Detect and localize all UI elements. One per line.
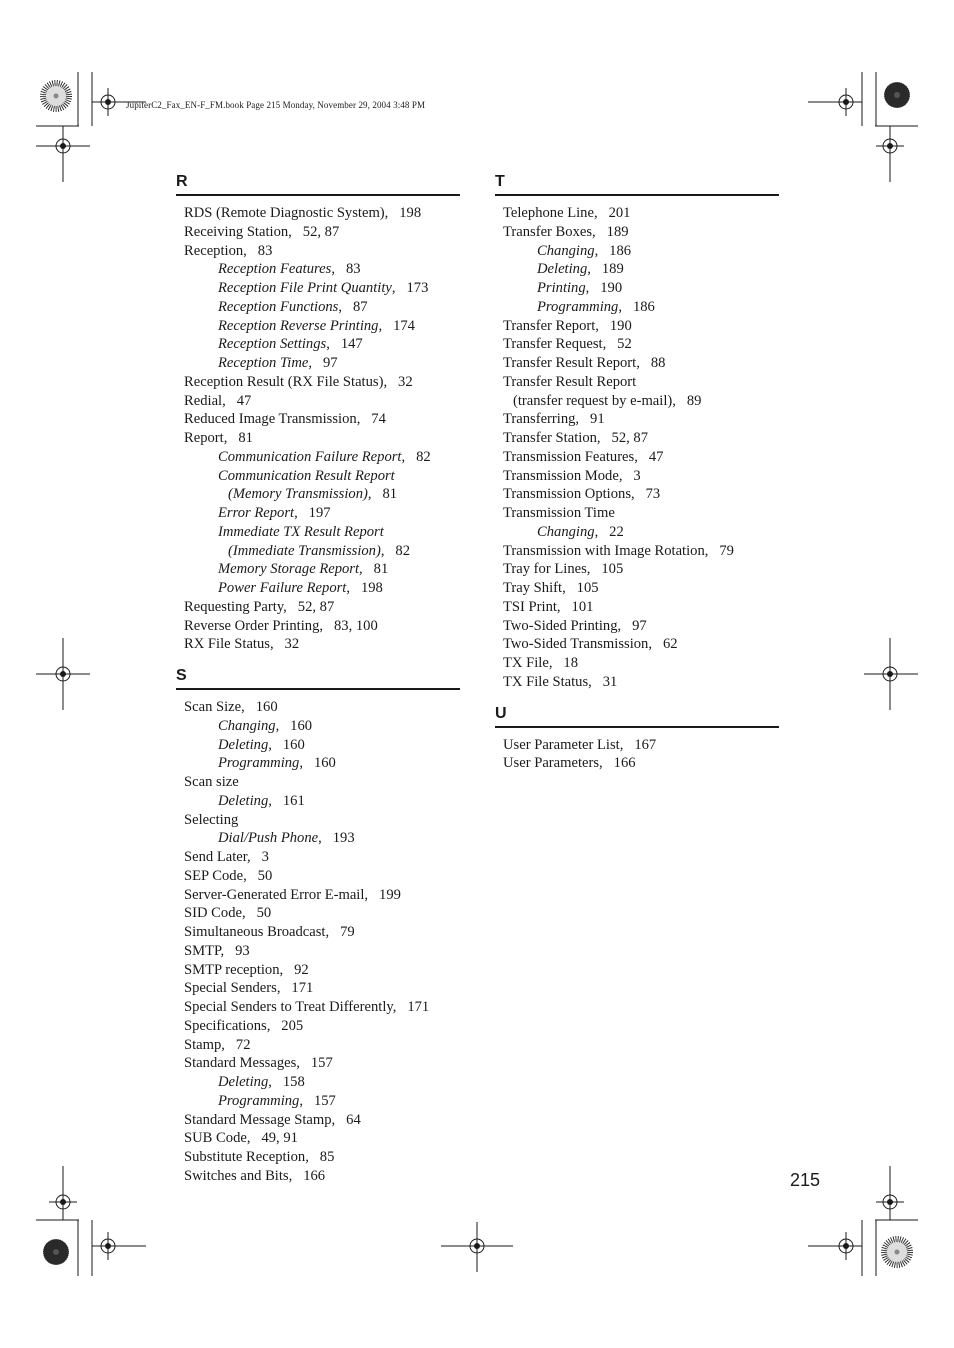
page-number: 215 <box>790 1170 821 1190</box>
entry-page-ref[interactable]: 50 <box>257 867 273 884</box>
section-divider <box>176 688 460 690</box>
entry-term: Special Senders to Treat Differently <box>184 999 393 1015</box>
index-entry: Specifications, 205 <box>184 1017 304 1034</box>
entry-page-ref[interactable]: 62 <box>662 636 678 653</box>
index-entry: Special Senders, 171 <box>184 980 314 997</box>
index-subentry: Reception Time, 97 <box>218 355 338 371</box>
entry-page-ref[interactable]: 89 <box>686 392 702 409</box>
entry-page-ref[interactable]: 186 <box>609 242 632 259</box>
entry-page-ref[interactable]: 3 <box>261 849 269 865</box>
entry-term: Reception <box>184 242 244 259</box>
index-entry: Simultaneous Broadcast, 79 <box>184 924 355 940</box>
entry-term: Reception Functions <box>218 298 339 315</box>
entry-term: Tray for Lines <box>503 561 587 578</box>
entry-term: TX File <box>503 655 549 671</box>
index-entry: User Parameter List, 167 <box>503 736 657 753</box>
index-entry: Redial, 47 <box>184 392 252 409</box>
index-entry-list <box>176 698 460 1186</box>
entry-page-ref[interactable]: 160 <box>313 755 336 772</box>
entry-page-ref[interactable]: 166 <box>613 755 636 772</box>
index-entry: Switches and Bits, 166 <box>184 1167 326 1184</box>
entry-page-ref[interactable]: 79 <box>340 924 355 940</box>
entry-term: Communication Failure Report <box>218 448 402 465</box>
entry-page-ref[interactable]: 105 <box>601 561 624 578</box>
entry-term: (transfer request by e-mail) <box>513 392 673 409</box>
entry-term: Deleting <box>218 792 269 809</box>
star-target-icon <box>43 1239 69 1265</box>
entry-term: Transmission with Image Rotation <box>503 542 705 559</box>
entry-term: Scan Size <box>184 699 242 715</box>
index-entry: Tray for Lines, 105 <box>503 561 624 578</box>
index-entry <box>495 504 779 523</box>
entry-term: Transmission Time <box>503 505 615 521</box>
index-section-t <box>495 172 779 692</box>
entry-page-ref[interactable]: 32 <box>398 373 413 390</box>
index-entry: Transmission with Image Rotation, 79 <box>503 542 734 559</box>
entry-term: Deleting <box>537 261 588 278</box>
entry-page-ref[interactable]: 74 <box>371 411 386 428</box>
entry-page-ref[interactable]: 83 <box>257 242 273 259</box>
entry-page-ref[interactable]: 81 <box>373 561 389 578</box>
entry-term: Transmission Options <box>503 486 631 503</box>
entry-term: Changing <box>218 717 276 734</box>
entry-term: Transfer Request <box>503 336 603 353</box>
entry-term: Transmission Features <box>503 448 635 465</box>
entry-page-ref[interactable]: 158 <box>282 1074 305 1090</box>
entry-term: Tray Shift <box>503 580 563 596</box>
entry-term: Server-Generated Error E-mail <box>184 886 365 903</box>
entry-term: TX File Status <box>503 673 589 690</box>
section-divider <box>495 726 779 728</box>
index-subentry: Printing, 190 <box>537 280 623 296</box>
index-entry: Tray Shift, 105 <box>503 580 599 596</box>
entry-page-ref[interactable]: 157 <box>313 1092 336 1109</box>
entry-page-ref[interactable]: 50 <box>256 905 272 922</box>
entry-term: Error Report <box>218 505 295 521</box>
index-subentry: Dial/Push Phone, 193 <box>218 830 355 847</box>
entry-page-ref[interactable]: 199 <box>379 886 401 903</box>
entry-page-ref[interactable]: 174 <box>393 317 415 334</box>
index-entry-list <box>176 204 460 654</box>
index-entry: Reception Result (RX File Status), 32 <box>184 373 413 390</box>
index-entry: Standard Message Stamp, 64 <box>184 1111 361 1128</box>
entry-term: Transmission Mode <box>503 467 619 484</box>
entry-term: Reception Result (RX File Status) <box>184 373 384 390</box>
index-subentry: Error Report, 197 <box>218 505 331 521</box>
entry-term: Communication Result Report <box>218 467 395 484</box>
index-subentry: Changing, 160 <box>218 717 313 734</box>
entry-page-ref[interactable]: 22 <box>609 523 624 540</box>
entry-term: RX File Status <box>184 636 270 653</box>
star-target-icon <box>884 82 910 108</box>
index-entry: Transfer Report, 190 <box>503 317 632 334</box>
index-entry: TX File Status, 31 <box>503 673 618 690</box>
entry-page-ref[interactable]: 52 <box>617 336 632 353</box>
index-entry: Telephone Line, 201 <box>503 205 631 221</box>
entry-page-ref[interactable]: 166 <box>303 1167 326 1184</box>
entry-page-ref[interactable]: 161 <box>282 792 305 809</box>
entry-term: Switches and Bits <box>184 1167 289 1184</box>
entry-page-ref[interactable]: 52, 87 <box>297 598 335 615</box>
entry-page-ref[interactable]: 64 <box>346 1111 361 1128</box>
index-entry: Stamp, 72 <box>184 1036 251 1053</box>
entry-term: Redial <box>184 392 223 409</box>
index-subentry: Reception Features, 83 <box>218 261 361 278</box>
index-entry: Transfer Boxes, 189 <box>503 223 629 240</box>
entry-term: Transfer Station <box>503 430 597 446</box>
index-entry-list <box>495 204 779 692</box>
index-subentry: Deleting, 161 <box>218 792 305 809</box>
index-subentry: Reception File Print Quantity, 173 <box>218 280 429 296</box>
index-section-s <box>176 666 460 1186</box>
entry-term: Standard Message Stamp <box>184 1111 332 1128</box>
entry-page-ref[interactable]: 160 <box>290 717 313 734</box>
index-subentry: Deleting, 189 <box>537 261 624 278</box>
entry-term: Receiving Station <box>184 223 289 240</box>
index-subentry: Deleting, 158 <box>218 1074 305 1090</box>
index-section-u <box>495 704 779 774</box>
entry-term: User Parameter List <box>503 736 620 753</box>
entry-page-ref[interactable]: 47 <box>236 392 252 409</box>
index-entry: Requesting Party, 52, 87 <box>184 598 335 615</box>
entry-page-ref[interactable]: 101 <box>571 598 594 615</box>
index-subentry: Reception Reverse Printing, 174 <box>218 317 415 334</box>
entry-term: Deleting <box>218 736 269 753</box>
entry-term: Reception Time <box>218 355 309 371</box>
entry-page-ref[interactable]: 160 <box>282 736 305 753</box>
entry-page-ref[interactable]: 85 <box>319 1149 335 1165</box>
book-file-info: JupiterC2_Fax_EN-F_FM.book Page 215 Monday, November 29, 2004 3:48 PM <box>126 100 426 110</box>
entry-page-ref[interactable]: 97 <box>632 617 647 634</box>
entry-term: User Parameters <box>503 755 600 772</box>
entry-term: (Immediate Transmission) <box>228 542 381 559</box>
entry-page-ref[interactable]: 105 <box>576 580 599 596</box>
entry-page-ref[interactable]: 52, 87 <box>611 430 648 446</box>
index-subentry: Changing, 22 <box>537 523 624 540</box>
index-entry: Two-Sided Printing, 97 <box>503 617 647 634</box>
entry-term: Scan size <box>184 774 239 790</box>
entry-page-ref[interactable]: 18 <box>563 655 578 671</box>
index-entry: Receiving Station, 52, 87 <box>184 223 340 240</box>
index-entry <box>176 773 460 792</box>
entry-page-ref[interactable]: 83 <box>345 261 361 278</box>
entry-page-ref[interactable]: 198 <box>399 205 422 221</box>
entry-term: Standard Messages <box>184 1055 297 1072</box>
entry-term: Telephone Line <box>503 205 594 221</box>
entry-page-ref[interactable]: 186 <box>632 298 655 315</box>
entry-page-ref[interactable]: 73 <box>645 486 661 503</box>
entry-term: Two-Sided Printing <box>503 617 618 634</box>
index-entry: Transfer Request, 52 <box>503 336 632 353</box>
index-entry <box>176 811 460 830</box>
index-entry: (transfer request by e-mail), 89 <box>513 392 702 409</box>
entry-page-ref[interactable]: 171 <box>407 999 430 1015</box>
index-entry: Substitute Reception, 85 <box>184 1149 335 1165</box>
star-target-icon <box>43 83 69 109</box>
entry-page-ref[interactable]: 157 <box>310 1055 333 1072</box>
index-column-left <box>176 172 460 1198</box>
index-subentry: Reception Functions, 87 <box>218 298 368 315</box>
entry-page-ref[interactable]: 88 <box>650 355 666 371</box>
entry-term: Report <box>184 430 224 446</box>
entry-page-ref[interactable]: 47 <box>648 448 664 465</box>
index-subentry: Power Failure Report, 198 <box>218 580 383 596</box>
index-column-right <box>495 172 779 785</box>
entry-term: Reception File Print Quantity <box>218 280 392 296</box>
entry-term: Specifications <box>184 1017 267 1034</box>
entry-page-ref[interactable]: 52, 87 <box>302 223 340 240</box>
entry-term: Substitute Reception <box>184 1149 306 1165</box>
entry-page-ref[interactable]: 3 <box>633 467 641 484</box>
entry-term: SUB Code <box>184 1130 247 1147</box>
index-subentry: Programming, 160 <box>218 755 336 772</box>
entry-term: Programming <box>537 298 619 315</box>
entry-page-ref[interactable]: 147 <box>340 336 363 353</box>
entry-term: Selecting <box>184 811 239 828</box>
section-letter: S <box>176 667 187 684</box>
index-subentry: Deleting, 160 <box>218 736 305 753</box>
entry-term: Send Later <box>184 849 248 865</box>
index-entry: Send Later, 3 <box>184 849 269 865</box>
index-subentry: Communication Failure Report, 82 <box>218 448 431 465</box>
entry-term: SID Code <box>184 905 242 922</box>
entry-page-ref[interactable]: 205 <box>281 1017 304 1034</box>
entry-page-ref[interactable]: 189 <box>606 223 629 240</box>
index-entry: Transmission Features, 47 <box>503 448 664 465</box>
entry-term: Transferring <box>503 411 576 428</box>
entry-term: Stamp <box>184 1036 222 1053</box>
entry-page-ref[interactable]: 81 <box>382 486 398 503</box>
star-target-icon <box>884 1239 910 1265</box>
entry-term: Simultaneous Broadcast <box>184 924 326 940</box>
index-entry: Report, 81 <box>184 430 253 446</box>
index-entry: Transfer Station, 52, 87 <box>503 430 648 446</box>
entry-term: SMTP <box>184 942 221 959</box>
entry-term: TSI Print <box>503 598 557 615</box>
entry-page-ref[interactable]: 190 <box>600 280 623 296</box>
entry-page-ref[interactable]: 82 <box>395 542 411 559</box>
entry-term: Immediate TX Result Report <box>218 523 384 540</box>
index-entry: Transmission Mode, 3 <box>503 467 641 484</box>
entry-term: SMTP reception <box>184 961 280 978</box>
entry-page-ref[interactable]: 32 <box>284 636 300 653</box>
entry-term: Transfer Result Report <box>503 355 637 371</box>
entry-page-ref[interactable]: 201 <box>608 205 631 221</box>
entry-term: Reception Features <box>218 261 332 278</box>
entry-term: Special Senders <box>184 980 277 997</box>
index-entry: RDS (Remote Diagnostic System), 198 <box>184 205 422 221</box>
entry-term: Transfer Report <box>503 317 596 334</box>
entry-page-ref[interactable]: 190 <box>609 317 632 334</box>
entry-page-ref[interactable]: 160 <box>255 699 278 715</box>
index-entry: Scan Size, 160 <box>184 699 278 715</box>
index-entry: Transferring, 91 <box>503 411 605 428</box>
entry-page-ref[interactable]: 197 <box>308 505 331 521</box>
index-entry: SID Code, 50 <box>184 905 272 922</box>
index-entry: SMTP reception, 92 <box>184 961 309 978</box>
entry-page-ref[interactable]: 31 <box>602 673 618 690</box>
entry-page-ref[interactable]: 82 <box>416 448 431 465</box>
entry-term: Power Failure Report <box>218 580 347 596</box>
entry-page-ref[interactable]: 198 <box>360 580 383 596</box>
index-subentry: Programming, 157 <box>218 1092 336 1109</box>
entry-page-ref[interactable]: 189 <box>601 261 624 278</box>
index-entry: SUB Code, 49, 91 <box>184 1130 298 1147</box>
index-subentry: (Immediate Transmission), 82 <box>228 542 411 559</box>
entry-page-ref[interactable]: 91 <box>590 411 605 428</box>
entry-page-ref[interactable]: 173 <box>406 280 429 296</box>
entry-term: SEP Code <box>184 867 244 884</box>
entry-term: Reception Settings <box>218 336 327 353</box>
index-entry: Two-Sided Transmission, 62 <box>503 636 678 653</box>
index-entry-list <box>495 736 779 774</box>
index-entry: User Parameters, 166 <box>503 755 636 772</box>
section-divider <box>176 194 460 196</box>
index-entry: RX File Status, 32 <box>184 636 300 653</box>
entry-page-ref[interactable]: 72 <box>235 1036 251 1053</box>
entry-term: Printing <box>537 280 586 296</box>
index-entry: Reduced Image Transmission, 74 <box>184 411 386 428</box>
index-entry <box>495 373 779 392</box>
entry-term: Changing <box>537 242 595 259</box>
entry-term: Reverse Order Printing <box>184 617 320 634</box>
entry-page-ref[interactable]: 171 <box>291 980 314 997</box>
entry-term: Transfer Result Report <box>503 373 637 390</box>
entry-term: Two-Sided Transmission <box>503 636 649 653</box>
index-entry: Reception, 83 <box>184 242 273 259</box>
index-entry: SEP Code, 50 <box>184 867 273 884</box>
index-entry: Server-Generated Error E-mail, 199 <box>184 886 401 903</box>
entry-term: Memory Storage Report <box>218 561 360 578</box>
entry-term: (Memory Transmission) <box>228 486 368 503</box>
entry-page-ref[interactable]: 193 <box>332 830 355 847</box>
entry-page-ref[interactable]: 97 <box>322 355 338 371</box>
index-entry: TSI Print, 101 <box>503 598 594 615</box>
entry-page-ref[interactable]: 92 <box>294 961 309 978</box>
entry-term: Reception Reverse Printing <box>218 317 379 334</box>
index-section-r <box>176 172 460 654</box>
index-entry: Transmission Options, 73 <box>503 486 661 503</box>
index-entry: SMTP, 93 <box>184 942 250 959</box>
index-subentry: Changing, 186 <box>537 242 632 259</box>
index-subentry: (Memory Transmission), 81 <box>228 486 398 503</box>
entry-page-ref[interactable]: 81 <box>238 430 253 446</box>
entry-term: Programming <box>218 1092 300 1109</box>
index-entry: Special Senders to Treat Differently, 171 <box>184 999 430 1015</box>
entry-page-ref[interactable]: 49, 91 <box>261 1130 298 1147</box>
section-letter: U <box>495 704 507 722</box>
entry-term: Transfer Boxes <box>503 223 593 240</box>
entry-term: Dial/Push Phone <box>218 830 319 847</box>
index-entry: Transfer Result Report, 88 <box>503 355 666 371</box>
entry-term: Reduced Image Transmission <box>184 411 357 428</box>
entry-term: Deleting <box>218 1074 269 1090</box>
index-subentry: Reception Settings, 147 <box>218 336 363 353</box>
entry-term: Changing <box>537 523 595 540</box>
index-entry: TX File, 18 <box>503 655 578 671</box>
index-subentry: Programming, 186 <box>537 298 655 315</box>
section-letter: R <box>176 173 188 190</box>
entry-page-ref[interactable]: 79 <box>719 542 734 559</box>
entry-page-ref[interactable]: 93 <box>235 942 250 959</box>
index-entry: Reverse Order Printing, 83, 100 <box>184 617 378 634</box>
section-letter: T <box>495 173 505 190</box>
entry-page-ref[interactable]: 87 <box>352 298 368 315</box>
entry-term: Programming <box>218 755 300 772</box>
entry-page-ref[interactable]: 83, 100 <box>333 617 378 634</box>
entry-term: RDS (Remote Diagnostic System) <box>184 205 385 221</box>
section-divider <box>495 194 779 196</box>
entry-term: Requesting Party <box>184 598 284 615</box>
index-entry: Standard Messages, 157 <box>184 1055 333 1072</box>
index-subentry <box>176 523 460 542</box>
entry-page-ref[interactable]: 167 <box>634 736 657 753</box>
index-subentry <box>176 467 460 486</box>
index-subentry: Memory Storage Report, 81 <box>218 561 389 578</box>
